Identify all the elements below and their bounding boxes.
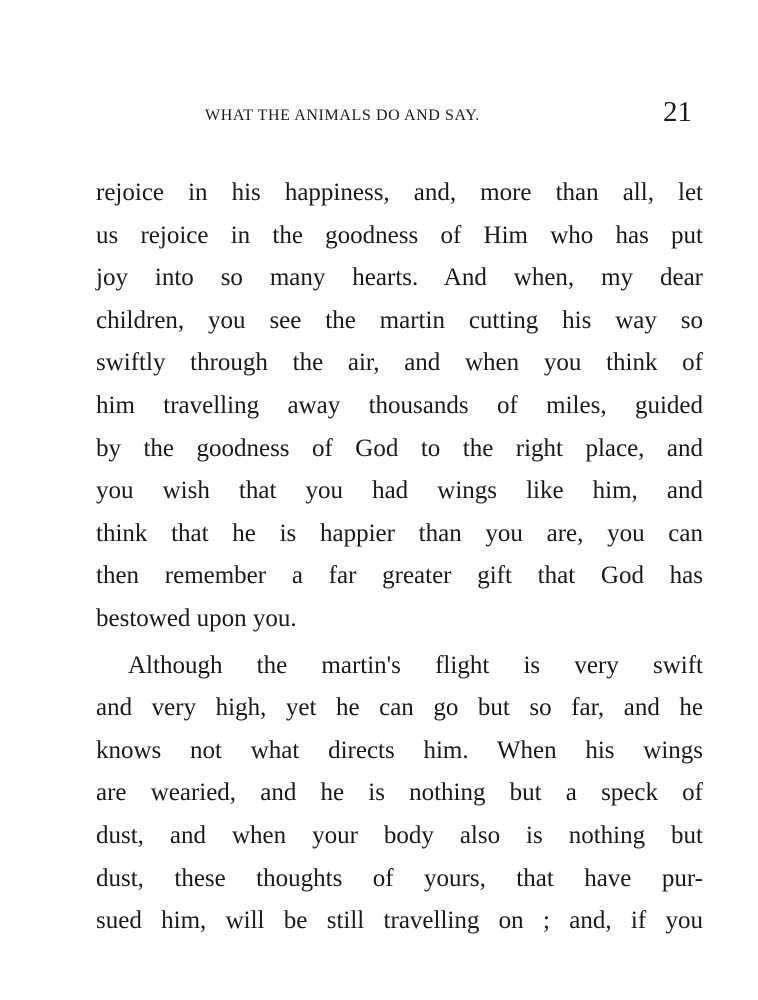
text-line: swiftly through the air, and when you think of: [96, 349, 703, 377]
text-line: think that he is happier than you are, you can: [96, 519, 703, 547]
text-line: him travelling away thousands of miles, guided: [96, 391, 703, 419]
text-line: sued him, will be still travelling on ; and, if you: [96, 907, 703, 935]
page-number: 21: [663, 96, 692, 128]
text-line: then remember a far greater gift that God has: [96, 562, 703, 590]
paragraph-1: [96, 172, 703, 641]
text-line: you wish that you had wings like him, and: [96, 477, 703, 505]
text-line: bestowed upon you.: [96, 604, 297, 632]
running-head: WHAT THE ANIMALS DO AND SAY.: [205, 107, 480, 124]
text-line: are wearied, and he is nothing but a speck of: [96, 779, 703, 807]
text-line: rejoice in his happiness, and, more than all, let: [96, 179, 703, 206]
text-line: by the goodness of God to the right place, and: [96, 434, 703, 462]
text-line: us rejoice in the goodness of Him who has put: [96, 221, 703, 249]
text-line: dust, these thoughts of yours, that have pur-: [96, 864, 703, 892]
text-line: children, you see the martin cutting his way so: [96, 306, 703, 334]
text-line: joy into so many hearts. And when, my dear: [96, 264, 703, 292]
body-text: [96, 172, 703, 943]
text-line: knows not what directs him. When his wings: [96, 736, 703, 764]
paragraph-2: [96, 645, 703, 943]
text-line: dust, and when your body also is nothing but: [96, 821, 703, 849]
text-line: and very high, yet he can go but so far, and he: [96, 694, 703, 722]
text-line: Although the martin's flight is very swift: [128, 651, 703, 679]
